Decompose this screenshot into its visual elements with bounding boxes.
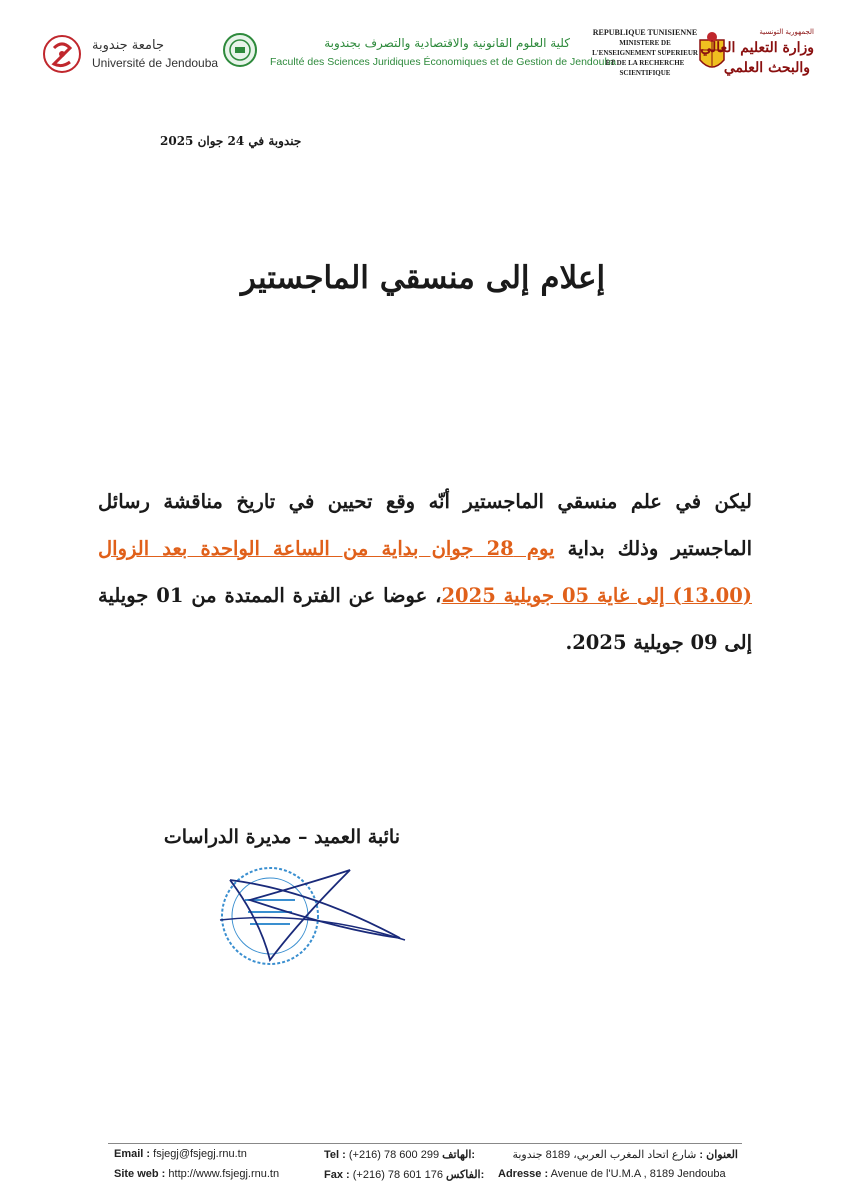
- faculty-name-fr: Faculté des Sciences Juridiques Économiques et de Gestion de Jendouba: [270, 56, 617, 68]
- footer-address-fr: [498, 1168, 726, 1180]
- email-label: Email :: [114, 1148, 151, 1160]
- fax-label: Fax :: [324, 1169, 350, 1181]
- footer-email: [114, 1148, 247, 1160]
- tel-label: Tel :: [324, 1149, 346, 1161]
- email-value[interactable]: fsjegj@fsjegj.rnu.tn: [153, 1148, 247, 1160]
- footer-address-ar: [512, 1148, 738, 1161]
- ministry-fr-line-2: L'ENSEIGNEMENT SUPERIEUR: [592, 49, 698, 57]
- footer-phone: [324, 1148, 475, 1161]
- ministry-ar-line-1: وزارة التعليم العالي: [700, 40, 814, 56]
- ministry-fr-line-1: MINISTERE DE: [619, 39, 671, 47]
- ministry-fr-line-3: ET DE LA RECHERCHE: [605, 59, 685, 67]
- address-fr-value: Avenue de l'U.M.A , 8189 Jendouba: [550, 1168, 726, 1180]
- ministry-fr-block: [590, 28, 700, 88]
- ministry-fr-line-4: SCIENTIFIQUE: [619, 69, 671, 77]
- footer-website: [114, 1168, 279, 1180]
- body-highlight: يوم 28 جوان بداية من الساعة الواحدة بعد الزوال (13.00) إلى غاية 05 جويلية 2025: [98, 537, 752, 607]
- website-label: Site web :: [114, 1168, 166, 1180]
- document-title: إعلام إلى منسقي الماجستير: [240, 260, 606, 296]
- signatory-title: نائبة العميد – مديرة الدراسات: [163, 826, 400, 848]
- republic-fr: REPUBLIQUE TUNISIENNE: [592, 28, 698, 37]
- faculty-logo-icon: [222, 32, 258, 68]
- republic-ar: الجمهورية التونسية: [759, 28, 814, 36]
- ministry-ar-block: [694, 28, 814, 86]
- website-value[interactable]: http://www.fsjegj.rnu.tn: [168, 1168, 280, 1180]
- footer-divider: [108, 1143, 742, 1144]
- address-fr-label: Adresse :: [498, 1168, 549, 1180]
- fax-ar-label: الفاكس:: [446, 1169, 485, 1181]
- footer-fax: [324, 1168, 484, 1181]
- university-logo-icon: [42, 34, 82, 74]
- document-body: [98, 478, 752, 666]
- tel-ar-label: الهاتف:: [442, 1149, 476, 1161]
- faculty-header: [222, 30, 617, 80]
- fax-value: (+216) 78 601 176: [352, 1169, 443, 1181]
- faculty-name-ar: كلية العلوم القانونية والاقتصادية والتصرف بجندوبة: [324, 36, 570, 50]
- tel-value: (+216) 78 600 299: [348, 1149, 440, 1161]
- university-name-fr: Université de Jendouba: [92, 56, 219, 70]
- document-date: جندوبة في 24 جوان 2025: [160, 134, 302, 148]
- body-text-part-1: ليكن في علم منسقي الماجستير أنّه وقع تحيين في تاريخ مناقشة رسائل الماجستير وذلك بداية: [98, 490, 752, 560]
- ministry-ar-line-2: والبحث العلمي: [723, 60, 810, 76]
- body-text-part-2: ، عوضا عن الفترة الممتدة من 01 جويلية إلى 09 جويلية 2025.: [98, 584, 752, 654]
- stamp-and-signature: [190, 860, 420, 970]
- university-name-ar: جامعة جندوبة: [92, 38, 164, 53]
- address-ar-label: العنوان :: [699, 1149, 738, 1161]
- university-header: [42, 30, 242, 80]
- address-ar-value: شارع اتحاد المغرب العربي، 8189 جندوبة: [512, 1149, 697, 1161]
